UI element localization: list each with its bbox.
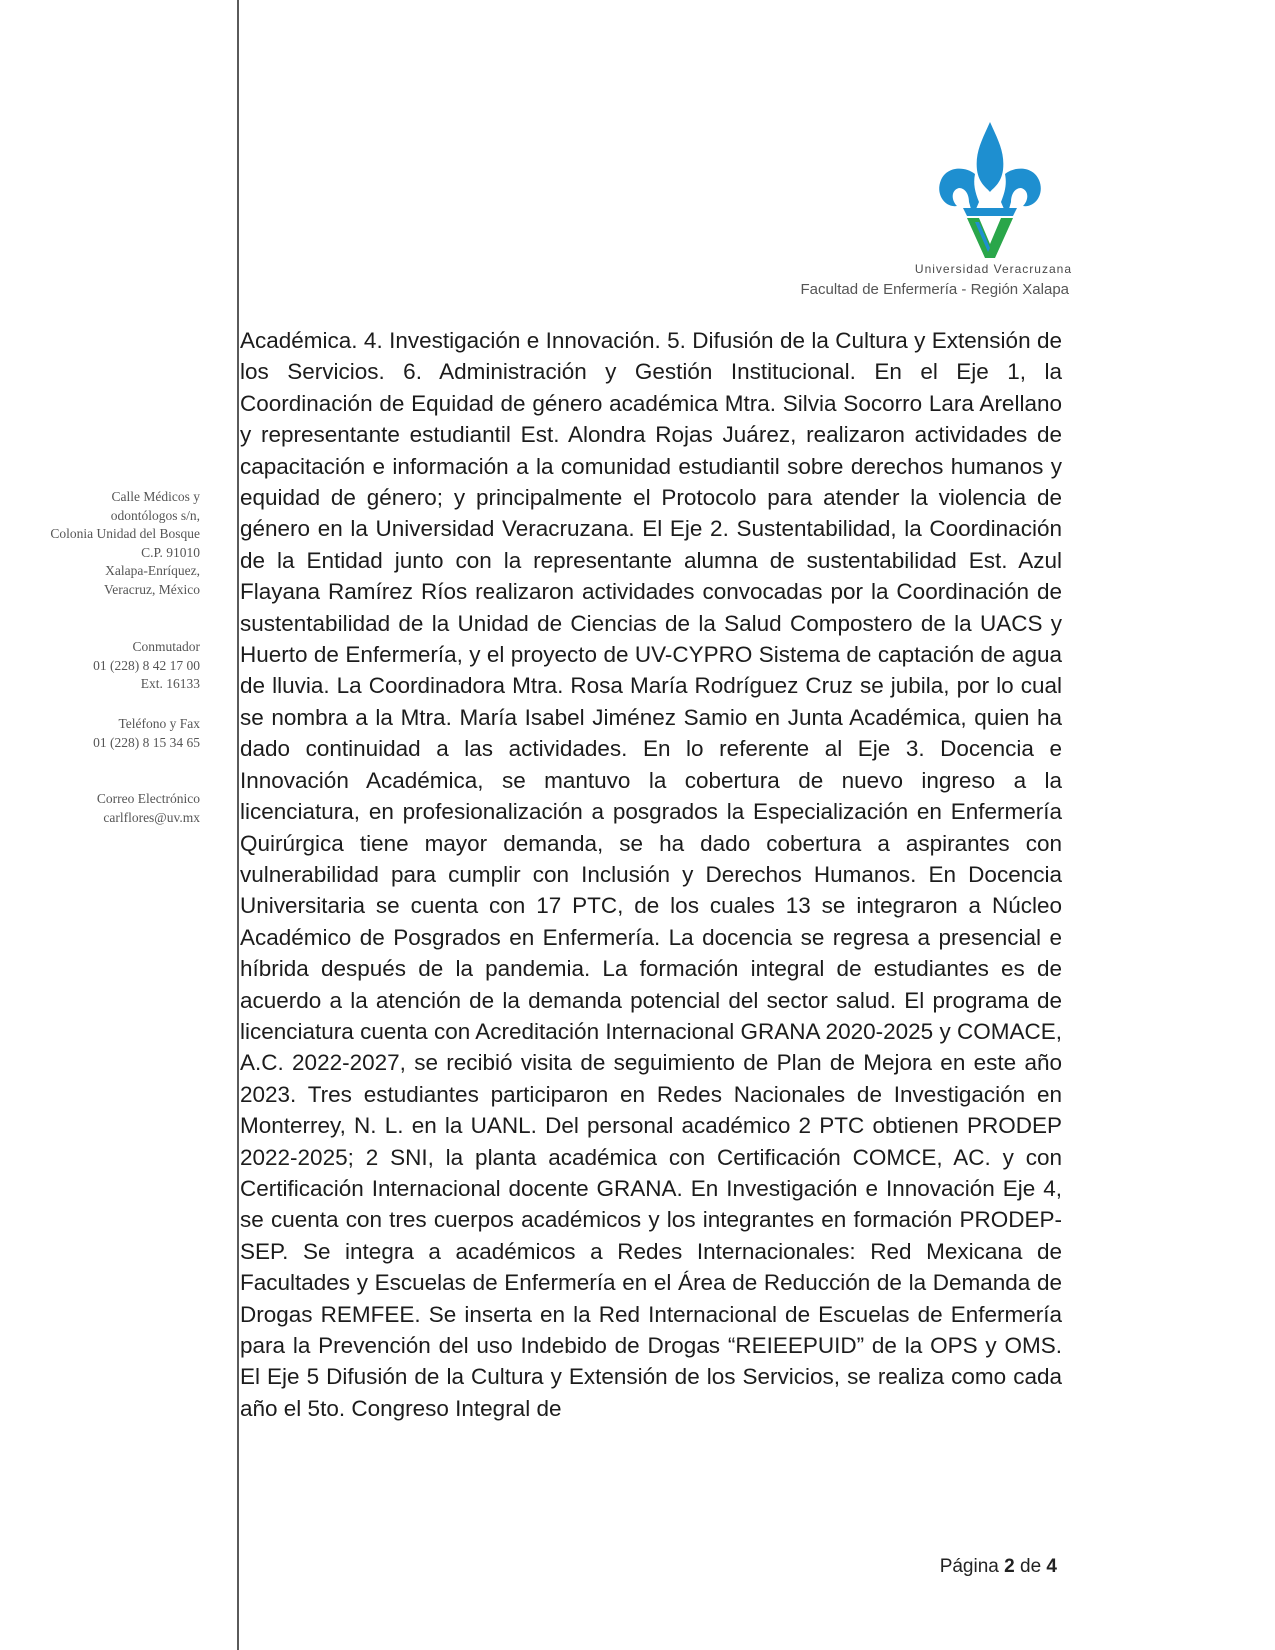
address-line: Calle Médicos y <box>111 489 200 504</box>
telefono-label: Teléfono y Fax <box>118 716 200 731</box>
sidebar-correo <box>10 790 200 827</box>
page-current: 2 <box>1004 1556 1015 1577</box>
address-line: Xalapa-Enríquez, <box>105 563 200 578</box>
page-total: 4 <box>1046 1556 1057 1577</box>
conmutador-number: 01 (228) 8 42 17 00 <box>93 657 200 673</box>
address-line: Colonia Unidad del Bosque <box>50 526 200 541</box>
address-line: odontólogos s/n, <box>110 507 200 523</box>
telefono-number: 01 (228) 8 15 34 65 <box>93 734 200 750</box>
page-of: de <box>1020 1556 1042 1577</box>
sidebar-conmutador <box>10 638 200 694</box>
conmutador-label: Conmutador <box>132 639 200 654</box>
body-paragraph: Académica. 4. Investigación e Innovación. 5. Difusión de la Cultura y Extensión de los Servicios. 6. Administración y Gestión Institucional. En el Eje 1, la Coordinación de Equidad de género académica Mtra. Silvia Socorro Lara Arellano y representante estudiantil Est. Alondra Rojas Juárez, realizaron actividades de capacitación e información a la comunidad estudiantil sobre derechos humanos y equidad de género; y principalmente el Protocolo para atender la violencia de género en la Universidad Veracruzana. El Eje 2. Sustentabilidad, la Coordinación de la Entidad junto con la representante alumna de sustentabilidad Est. Azul Flayana Ramírez Ríos realizaron actividades convocadas por la Coordinación de sustentabilidad de la Unidad de Ciencias de la Salud Compostero de la UACS y Huerto de Enfermería, y el proyecto de UV-CYPRO Sistema de captación de agua de lluvia. La Coordinadora Mtra. Rosa María Rodríguez Cruz se jubila, por lo cual se nombra a la Mtra. María Isabel Jiménez Samio en Junta Académica, quien ha dado continuidad a las actividades. En lo referente al Eje 3. Docencia e Innovación Académica, se mantuvo la cobertura de nuevo ingreso a la licenciatura, en profesionalización a posgrados la Especialización en Enfermería Quirúrgica tiene mayor demanda, se ha dado cobertura a aspirantes con vulnerabilidad para cumplir con Inclusión y Derechos Humanos. En Docencia Universitaria se cuenta con 17 PTC, de los cuales 13 se integraron a Núcleo Académico de Posgrados en Enfermería. La docencia se regresa a presencial e híbrida después de la pandemia. La formación integral de estudiantes es de acuerdo a la atención de la demanda potencial del sector salud. El programa de licenciatura cuenta con Acreditación Internacional GRANA 2020-2025 y COMACE, A.C. 2022-2027, se recibió visita de seguimiento de Plan de Mejora en este año 2023. Tres estudiantes participaron en Redes Nacionales de Investigación en Monterrey, N. L. en la UANL. Del personal académico 2 PTC obtienen PRODEP 2022-2025; 2 SNI, la planta académica con Certificación COMCE, AC. y con Certificación Internacional docente GRANA. En Investigación e Innovación Eje 4, se cuenta con tres cuerpos académicos y los integrantes en formación PRODEP-SEP. Se integra a académicos a Redes Internacionales: Red Mexicana de Facultades y Escuelas de Enfermería en el Área de Reducción de la Demanda de Drogas REMFEE. Se inserta en la Red Internacional de Escuelas de Enfermería para la Prevención del uso Indebido de Drogas “REIEEPUID” de la OPS y OMS. El Eje 5 Difusión de la Cultura y Extensión de los Servicios, se realiza como cada año el 5to. Congreso Integral de <box>240 328 1062 1421</box>
margin-rule <box>237 0 239 1650</box>
sidebar-telefono <box>10 715 200 752</box>
page-number <box>940 1556 1057 1578</box>
address-line: C.P. 91010 <box>141 544 200 560</box>
conmutador-ext: Ext. 16133 <box>140 676 200 691</box>
faculty-name: Facultad de Enfermería - Región Xalapa <box>800 281 1069 298</box>
uv-logo-icon <box>935 122 1045 260</box>
correo-label: Correo Electrónico <box>96 791 200 806</box>
sidebar-address <box>10 488 200 599</box>
address-line: Veracruz, México <box>104 581 200 597</box>
university-name: Universidad Veracruzana <box>914 262 1072 276</box>
page-label: Página <box>939 1556 999 1577</box>
correo-email: carlflores@uv.mx <box>103 809 200 825</box>
